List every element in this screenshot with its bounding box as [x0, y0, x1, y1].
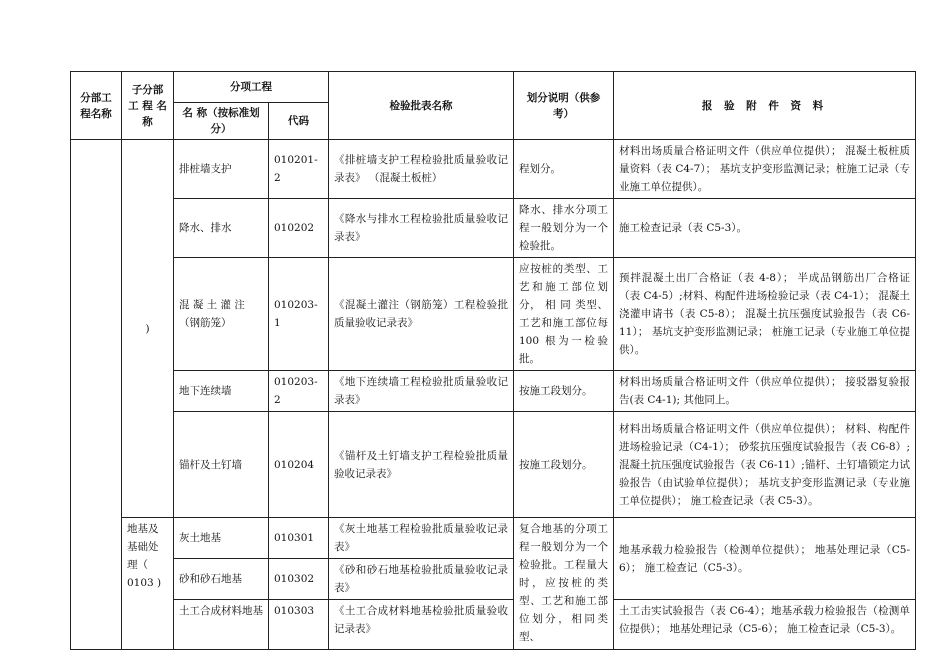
table-row: [71, 258, 916, 371]
item-name: 灰土地基: [174, 518, 269, 559]
header-division-name: 分部工程名称: [71, 72, 122, 140]
form-name: 《锚杆及土钉墙支护工程检验批质量验收记录表》: [329, 412, 514, 518]
division-note: 按施工段划分。: [514, 371, 614, 412]
division-note: 应按桩的类型、工艺和施工部位划 分， 相 同 类型、工艺和施工部位每 100 根为一检验批。: [514, 258, 614, 371]
item-name: 砂和砂石地基: [174, 559, 269, 600]
form-name: 《灰土地基工程检验批质量验收记录表》: [329, 518, 514, 559]
item-name: 排桩墙支护: [174, 140, 269, 199]
attachments: 预拌混凝土出厂合格证（表 4-8）； 半成品钢筋出厂合格证（表 C4-5）;材料、构配件进场检验记录（表 C4-1）； 混凝土浇灌申请书（表 C5-8）； 混凝土抗压强度试验报告（表 C6-11）； 基坑支护变形监测记录； 桩施工记录（专业施工单位提供）。: [614, 258, 916, 371]
form-name: 《砂和砂石地基检验批质量验收记录表》: [329, 559, 514, 600]
inspection-table: [70, 71, 916, 650]
attachments: 施工检查记录（表 C5-3）。: [614, 199, 916, 258]
item-code: 010302: [269, 559, 329, 600]
form-name: 《降水与排水工程检验批质量验收记录表》: [329, 199, 514, 258]
subdivision-cell: ): [122, 140, 174, 518]
header-item-code: 代码: [269, 103, 329, 140]
form-name: 《混凝土灌注（钢筋笼）工程检验批质量验收记录表》: [329, 258, 514, 371]
form-name: 《地下连续墙工程检验批质量验收记录表》: [329, 371, 514, 412]
item-code: 010203-2: [269, 371, 329, 412]
item-code: 010303: [269, 600, 329, 650]
item-code: 010204: [269, 412, 329, 518]
form-name: 《土工合成材料地基检验批质量验收记录表》: [329, 600, 514, 650]
attachments: 材料出场质量合格证明文件（供应单位提供）； 材料、构配件进场检验记录（C4-1）； 砂浆抗压强度试验报告（表 C6-8）;混凝土抗压强度试验报告（表 C6-11）;锚杆、土钉墙锁定力试验报告（由试验单位提供）； 基坑支护变形监测记录（专业施工单位提供）； 施工检查记录（表 C5-3）。: [614, 412, 916, 518]
division-note: 复合地基的分项工程一般划分为一个检验批。工程量大时，应按桩的类型、工艺和施工部位划分，相同类型、: [514, 518, 614, 650]
item-code: 010301: [269, 518, 329, 559]
attachments: 地基承载力检验报告（检测单位提供）； 地基处理记录（C5-6）； 施工检查记（C5-3）。: [614, 518, 916, 600]
subdivision-cell: 地基及基础处理（ 0103 ): [122, 518, 174, 650]
item-code: 010201-2: [269, 140, 329, 199]
item-name: 降水、排水: [174, 199, 269, 258]
attachments: 材料出场质量合格证明文件（供应单位提供）； 混凝土板桩质量资料（表 C4-7）； 基坑支护变形监测记录；桩施工记录（专业施工单位提供）。: [614, 140, 916, 199]
table-row: [71, 199, 916, 258]
division-name-cell: [71, 140, 122, 650]
header-item-name: 名 称（按标准划分）: [174, 103, 269, 140]
item-name: 混 凝 土 灌 注 （钢筋笼）: [174, 258, 269, 371]
table-row: [71, 140, 916, 199]
item-name: 锚杆及土钉墙: [174, 412, 269, 518]
item-name: 地下连续墙: [174, 371, 269, 412]
item-name: 土工合成材料地基: [174, 600, 269, 650]
header-form-name: 检验批表名称: [329, 72, 514, 140]
header-item-group: 分项工程: [174, 72, 329, 103]
table-row: [71, 412, 916, 518]
division-note: 降水、排水分项工程一般划分为一个检验批。: [514, 199, 614, 258]
item-code: 010202: [269, 199, 329, 258]
table-row: [71, 600, 916, 650]
division-note: 程划分。: [514, 140, 614, 199]
division-note: 按施工段划分。: [514, 412, 614, 518]
header-division-note: 划分说明（供参考）: [514, 72, 614, 140]
attachments: 材料出场质量合格证明文件（供应单位提供）； 接驳器复验报告(表 C4-1); 其他同上。: [614, 371, 916, 412]
header-attachments: 报 验 附 件 资 料: [614, 72, 916, 140]
header-subdivision-name: 子分部 工 程 名 称: [122, 72, 174, 140]
table-row: [71, 371, 916, 412]
table-row: [71, 518, 916, 559]
attachments: 土工击实试验报告（表 C6-4）；地基承载力检验报告（检测单位提供）； 地基处理记录（C5-6）； 施工检查记录（C5-3）。: [614, 600, 916, 650]
item-code: 010203-1: [269, 258, 329, 371]
form-name: 《排桩墙支护工程检验批质量验收记录表》 （混凝土板桩）: [329, 140, 514, 199]
